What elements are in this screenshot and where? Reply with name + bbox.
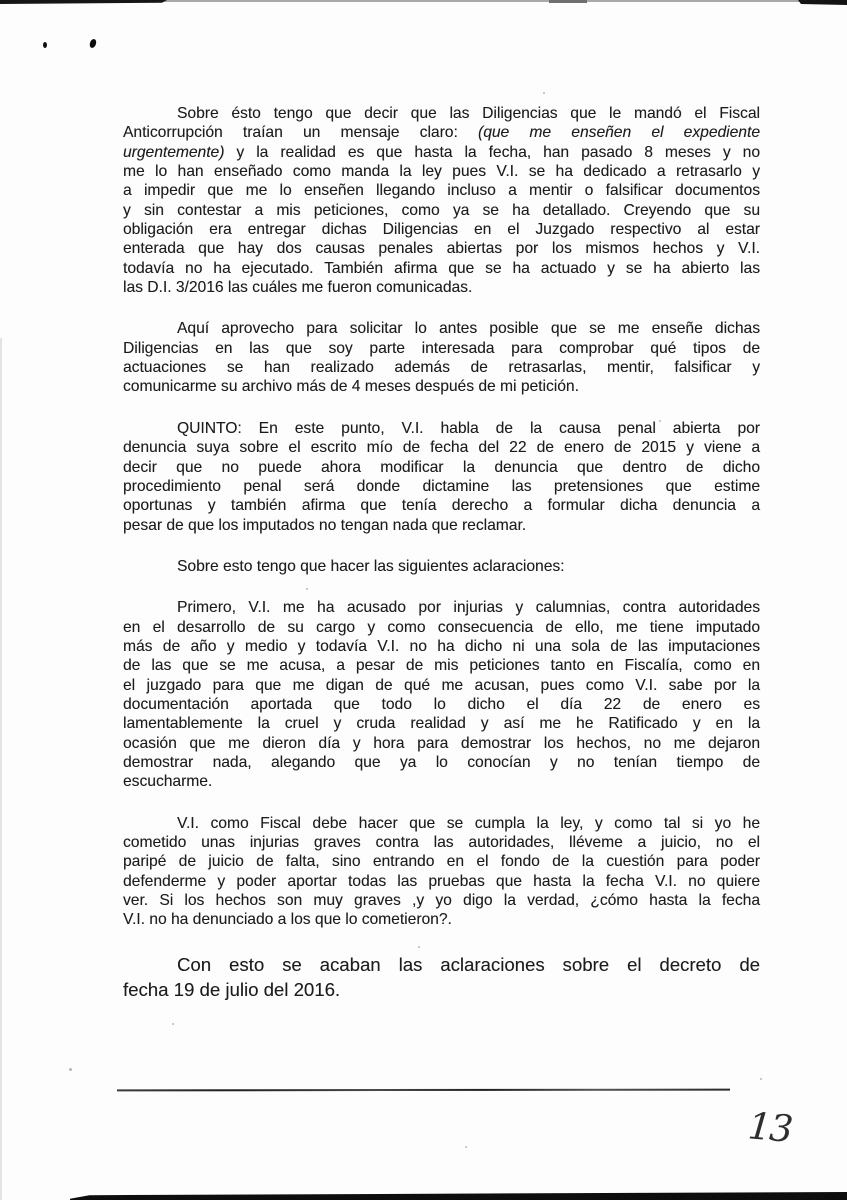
text-segment: denuncia suya sobre el escrito mío de fecha del 22 de enero de 2015 y viene a (123, 439, 760, 457)
text-segment: de las que se me acusa, a pesar de mis peticiones tanto en Fiscalía, como en (123, 657, 760, 675)
text-line (123, 852, 760, 871)
text-segment: a impedir que me lo enseñen llegando incluso a mentir o falsificar documentos (123, 182, 760, 200)
text-line (123, 872, 760, 891)
para-diligencias (123, 104, 760, 297)
text-line (123, 618, 760, 637)
text-segment: Diligencias en las que soy parte interesada para comprobar qué tipos de (123, 339, 760, 357)
text-line (123, 557, 760, 576)
text-line (123, 377, 760, 396)
text-line (123, 496, 760, 515)
text-line (123, 714, 760, 733)
text-line (123, 814, 760, 833)
text-segment: demostrar nada, alegando que ya lo conocían y no tenían tiempo de (123, 753, 760, 771)
text-segment: actuaciones se han realizado además de retrasarlas, mentir, falsificar y (123, 359, 760, 377)
text-segment: escucharme. (123, 773, 213, 791)
text-segment: Sobre esto tengo que hacer las siguientes aclaraciones: (177, 557, 565, 575)
para-cierre (123, 952, 760, 1003)
text-line (123, 598, 760, 617)
text-line (123, 695, 760, 714)
paper-speck (465, 1146, 467, 1148)
paper-speck (69, 1068, 72, 1071)
text-line (123, 162, 760, 181)
text-segment: (que me enseñen el expediente (478, 124, 760, 142)
paper-speck (543, 92, 545, 94)
text-line (123, 143, 760, 162)
text-segment: cometido unas injurias graves contra las autoridades, lléveme a juicio, no el (123, 834, 760, 851)
text-segment: paripé de juicio de falta, sino entrando en el fondo de la cuestión para poder (123, 853, 760, 871)
text-line (123, 181, 760, 200)
text-line (123, 734, 760, 753)
text-line (123, 676, 760, 695)
text-line (123, 977, 760, 1003)
paper-speck (760, 1078, 762, 1080)
text-segment: oportunas y también afirma que tenía derecho a formular dicha denuncia a (123, 497, 760, 515)
text-segment: en el desarrollo de su cargo y como consecuencia de ello, me tiene imputado (123, 618, 760, 636)
text-segment: procedimiento penal será donde dictamine las pretensiones que estime (123, 477, 760, 495)
text-line (123, 477, 760, 496)
text-line (123, 201, 760, 220)
document-body (123, 104, 760, 1003)
text-segment: QUINTO: En este punto, V.I. habla de la causa penal abierta por (177, 419, 760, 437)
text-line (123, 516, 760, 535)
text-segment: ver. Si los hechos son muy graves ,y yo digo la verdad, ¿cómo hasta la fecha (123, 892, 760, 910)
paper-speck (172, 1023, 174, 1025)
scan-edge-mark-right (798, 0, 847, 5)
text-segment: urgentemente) (123, 143, 225, 161)
text-segment: lamentablemente la cruel y cruda realidad y así me he Ratificado y en la (123, 715, 760, 733)
text-line (123, 278, 760, 297)
para-solicitud (123, 319, 760, 396)
scan-edge-mark-middle (549, 0, 587, 3)
text-line (123, 637, 760, 656)
text-line (123, 438, 760, 457)
text-segment: me lo han enseñado como manda la ley pues V.I. se ha dedicado a retrasarlo y (123, 163, 760, 181)
text-segment: todavía no ha ejecutado. También afirma que se ha actuado y se ha abierto las (123, 259, 760, 277)
text-line (123, 458, 760, 477)
handwritten-page-number: 13 (746, 1104, 793, 1151)
text-segment: ocasión que me dieron día y hora para demostrar los hechos, no me dejaron (123, 734, 760, 752)
text-segment: pesar de que los imputados no tengan nada que reclamar. (123, 516, 527, 534)
scan-edge-mark-left (0, 0, 167, 4)
text-line (123, 891, 760, 910)
para-primero (123, 598, 760, 791)
ink-speck (89, 38, 97, 48)
text-line (123, 123, 760, 142)
text-segment: y sin contestar a mis peticiones, como ya se ha detallado. Creyendo que su (123, 201, 760, 219)
scan-edge-mark-bottom (70, 1192, 847, 1200)
para-quinto (123, 419, 760, 535)
text-line (123, 239, 760, 258)
text-line (123, 419, 760, 438)
text-segment: V.I. no ha denunciado a los que lo cometieron?. (123, 911, 452, 929)
text-line (123, 910, 760, 929)
text-segment: V.I. como Fiscal debe hacer que se cumpla la ley, y como tal si yo he (177, 814, 760, 832)
text-line (123, 259, 760, 278)
text-line (123, 772, 760, 791)
para-fiscal (123, 814, 760, 930)
text-line (123, 104, 760, 123)
text-segment: y la realidad es que hasta la fecha, han pasado 8 meses y no (224, 143, 760, 161)
text-segment: más de año y medio y todavía V.I. no ha dicho ni una sola de las imputaciones (123, 637, 760, 655)
text-segment: Anticorrupción traían un mensaje claro: (123, 124, 479, 142)
text-segment: fecha 19 de julio del 2016. (123, 979, 341, 1001)
text-segment: el juzgado para que me digan de qué me acusan, pues como V.I. sabe por la (123, 676, 760, 694)
text-line (123, 952, 760, 978)
text-segment: Primero, V.I. me ha acusado por injurias y calumnias, contra autoridades (177, 599, 760, 617)
text-segment: Sobre ésto tengo que decir que las Diligencias que le mandó el Fiscal (177, 105, 760, 122)
text-line (123, 656, 760, 675)
text-line (123, 753, 760, 772)
text-segment: defenderme y poder aportar todas las pruebas que hasta la fecha V.I. no quiere (123, 872, 760, 890)
text-segment: comunicarme su archivo más de 4 meses después de mi petición. (123, 378, 579, 396)
text-line (123, 339, 760, 358)
text-segment: Aquí aprovecho para solicitar lo antes posible que se me enseñe dichas (177, 320, 760, 338)
text-line (123, 220, 760, 239)
text-segment: enterada que hay dos causas penales abiertas por los mismos hechos y V.I. (123, 240, 760, 258)
para-aclaraciones-intro (123, 557, 760, 576)
text-segment: obligación era entregar dichas Diligencias en el Juzgado respectivo al estar (123, 221, 760, 239)
text-segment: decir que no puede ahora modificar la denuncia que dentro de dicho (123, 458, 760, 476)
text-segment: documentación aportada que todo lo dicho el día 22 de enero es (123, 695, 760, 713)
scan-left-streak (0, 338, 2, 1200)
text-segment: Con esto se acaban las aclaraciones sobre el decreto de (177, 953, 760, 975)
text-line (123, 833, 760, 852)
ink-speck (43, 42, 47, 48)
footer-rule (117, 1089, 730, 1092)
text-line (123, 358, 760, 377)
text-segment: las D.I. 3/2016 las cuáles me fueron comunicadas. (123, 279, 473, 297)
text-line (123, 319, 760, 338)
